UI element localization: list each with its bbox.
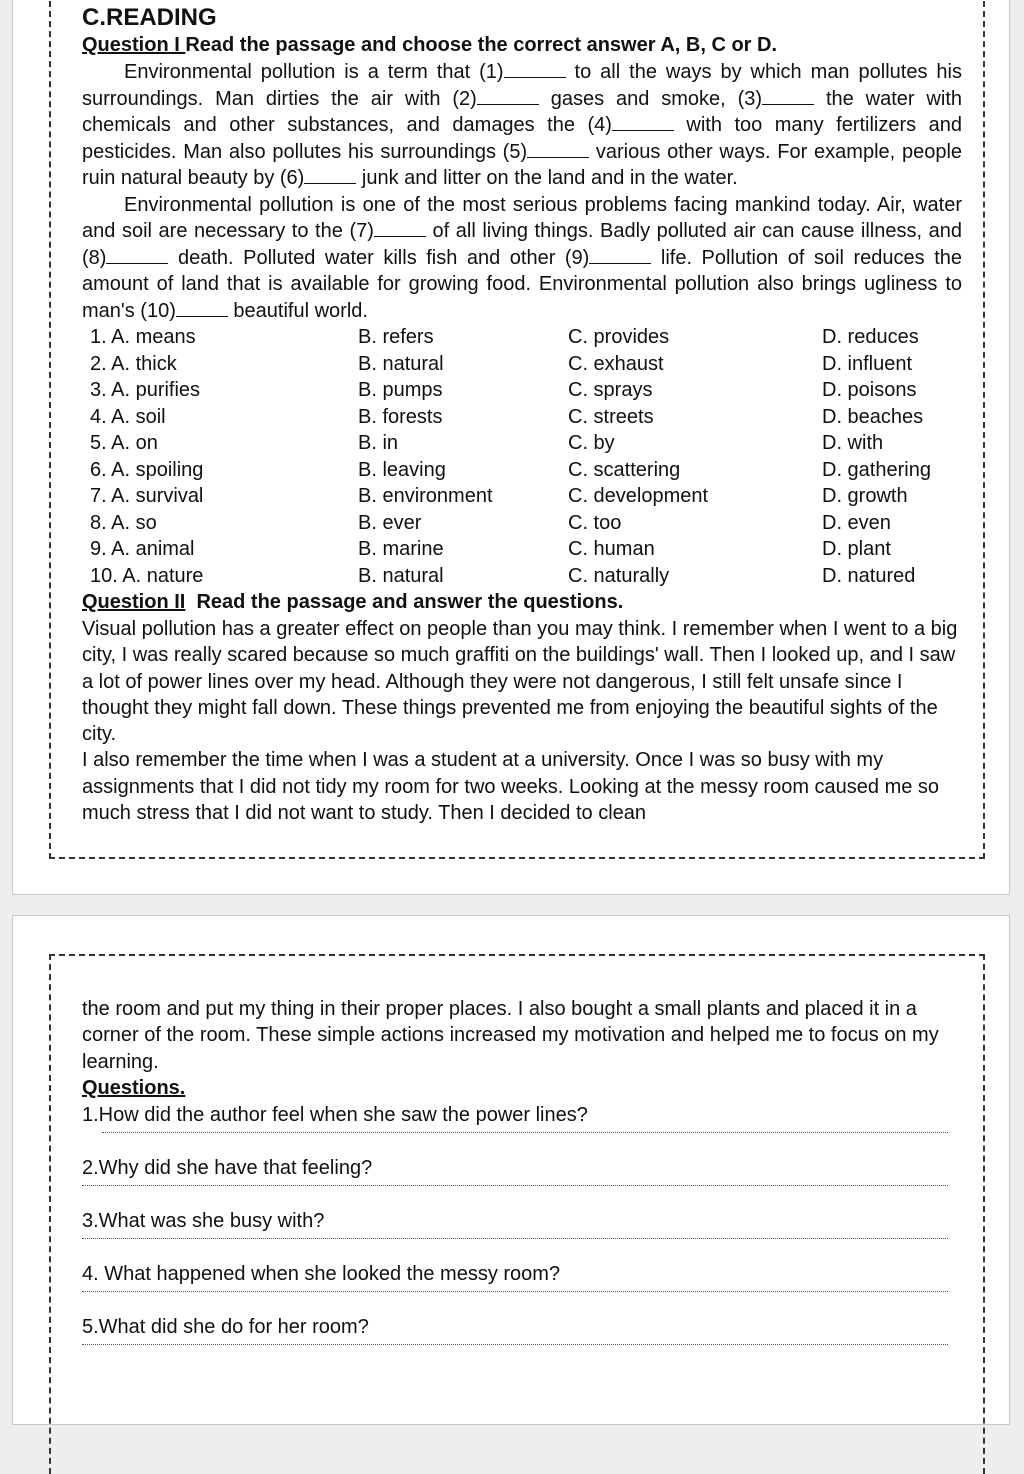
option-b: B. pumps (358, 379, 443, 401)
option-row (82, 510, 962, 537)
section-title: C.READING (82, 4, 217, 31)
option-d: D. beaches (822, 405, 924, 428)
question-item: 5.What did she do for her room? (82, 1315, 369, 1338)
passage-2-paragraph-2: I also remember the time when I was a student at a university. Once I was so busy with my assignments that I did not tidy my room for two weeks. Looking at the messy room caused me so much stress that I did not want to study. Then I decided to clean (82, 749, 940, 825)
option-c: C. naturally (568, 564, 670, 587)
option-row (82, 536, 962, 563)
option-row (82, 430, 962, 457)
option-a: 1. A. means (90, 326, 196, 348)
option-a: 8. A. so (90, 511, 157, 534)
option-d: D. plant (822, 538, 891, 560)
option-c: C. human (568, 538, 655, 560)
worksheet-part-2 (82, 996, 962, 1367)
option-c: C. development (568, 485, 709, 507)
option-b: B. refers (358, 326, 434, 348)
passage-1-paragraph-1: Environmental pollution is a term that (1) to all the ways by which man pollutes his surroundings. Man dirties the air with (2) gases and smoke, (3) the water with chemicals and other substances, and damages the (4) with too many fertilizers and pesticides. Man also pollutes his surroundings (5) various other ways. For example, people ruin natural beauty by (6) junk and litter on the land and in the water. (82, 61, 963, 189)
option-a: 9. A. animal (90, 538, 195, 560)
option-row (82, 377, 962, 404)
passage-2-paragraph-3: the room and put my thing in their proper places. I also bought a small plants and placed it in a corner of the room. These simple actions increased my motivation and helped me to focus on my learning. (82, 998, 939, 1073)
option-a: 2. A. thick (90, 352, 177, 375)
option-c: C. too (568, 511, 622, 534)
passage-2-paragraph-1: Visual pollution has a greater effect on people than you may think. I remember when I went to a big city, I was really scared because so much graffiti on the buildings' wall. Then I looked up, and I saw a lot of power lines over my head. Although they were not dangerous, I still felt unsafe since I thought they might fall down. These things prevented me from enjoying the beautiful sights of the city. (82, 618, 958, 746)
option-b: B. ever (358, 511, 422, 534)
option-row (82, 563, 962, 590)
question-1-title: Question I Read the passage and choose the correct answer A, B, C or D. (82, 34, 777, 56)
option-d: D. even (822, 511, 891, 534)
option-b: B. environment (358, 485, 493, 507)
answer-line[interactable] (102, 1132, 948, 1133)
answer-options (82, 324, 962, 589)
option-b: B. in (358, 432, 399, 454)
option-row (82, 324, 962, 351)
option-d: D. influent (822, 352, 913, 375)
option-b: B. marine (358, 538, 444, 560)
answer-line[interactable] (82, 1344, 948, 1345)
answer-line[interactable] (82, 1238, 948, 1239)
passage-1-paragraph-2: Environmental pollution is one of the most serious problems facing mankind today. Air, water and soil are necessary to the (7) of all living things. Badly polluted air can cause illness, and (8) death. Polluted water kills fish and other (9) life. Pollution of soil reduces the amount of land that is available for growing food. Environmental pollution also brings ugliness to man's (10) beautiful world. (82, 193, 963, 322)
answer-line[interactable] (82, 1185, 948, 1186)
option-b: B. forests (358, 405, 443, 428)
option-c: C. streets (568, 405, 654, 428)
option-c: C. scattering (568, 458, 681, 481)
option-b: B. leaving (358, 458, 446, 481)
question-item: 4. What happened when she looked the messy room? (82, 1262, 561, 1285)
option-a: 5. A. on (90, 432, 158, 454)
answer-line[interactable] (82, 1291, 948, 1292)
option-b: B. natural (358, 352, 444, 375)
question-item: 1.How did the author feel when she saw the power lines? (82, 1103, 588, 1126)
option-b: B. natural (358, 564, 444, 587)
option-a: 7. A. survival (90, 485, 204, 507)
option-a: 3. A. purifies (90, 379, 201, 401)
option-d: D. reduces (822, 326, 919, 348)
option-a: 6. A. spoiling (90, 458, 204, 481)
option-row (82, 404, 962, 431)
option-c: C. by (568, 432, 615, 454)
option-row (82, 457, 962, 484)
option-a: 10. A. nature (90, 564, 204, 587)
worksheet-part-1 (82, 4, 962, 826)
option-row (82, 483, 962, 510)
option-a: 4. A. soil (90, 405, 166, 428)
option-c: C. exhaust (568, 352, 664, 375)
option-d: D. natured (822, 564, 916, 587)
question-item: 3.What was she busy with? (82, 1209, 325, 1232)
questions-heading: Questions. (82, 1076, 186, 1099)
option-d: D. poisons (822, 379, 917, 401)
option-row (82, 351, 962, 378)
question-2-title: Question II Read the passage and answer the questions. (82, 591, 624, 613)
question-item: 2.Why did she have that feeling? (82, 1156, 373, 1179)
option-d: D. with (822, 432, 884, 454)
option-d: D. gathering (822, 458, 931, 481)
option-c: C. sprays (568, 379, 653, 401)
option-c: C. provides (568, 326, 670, 348)
option-d: D. growth (822, 485, 908, 507)
question-list (82, 1102, 962, 1345)
